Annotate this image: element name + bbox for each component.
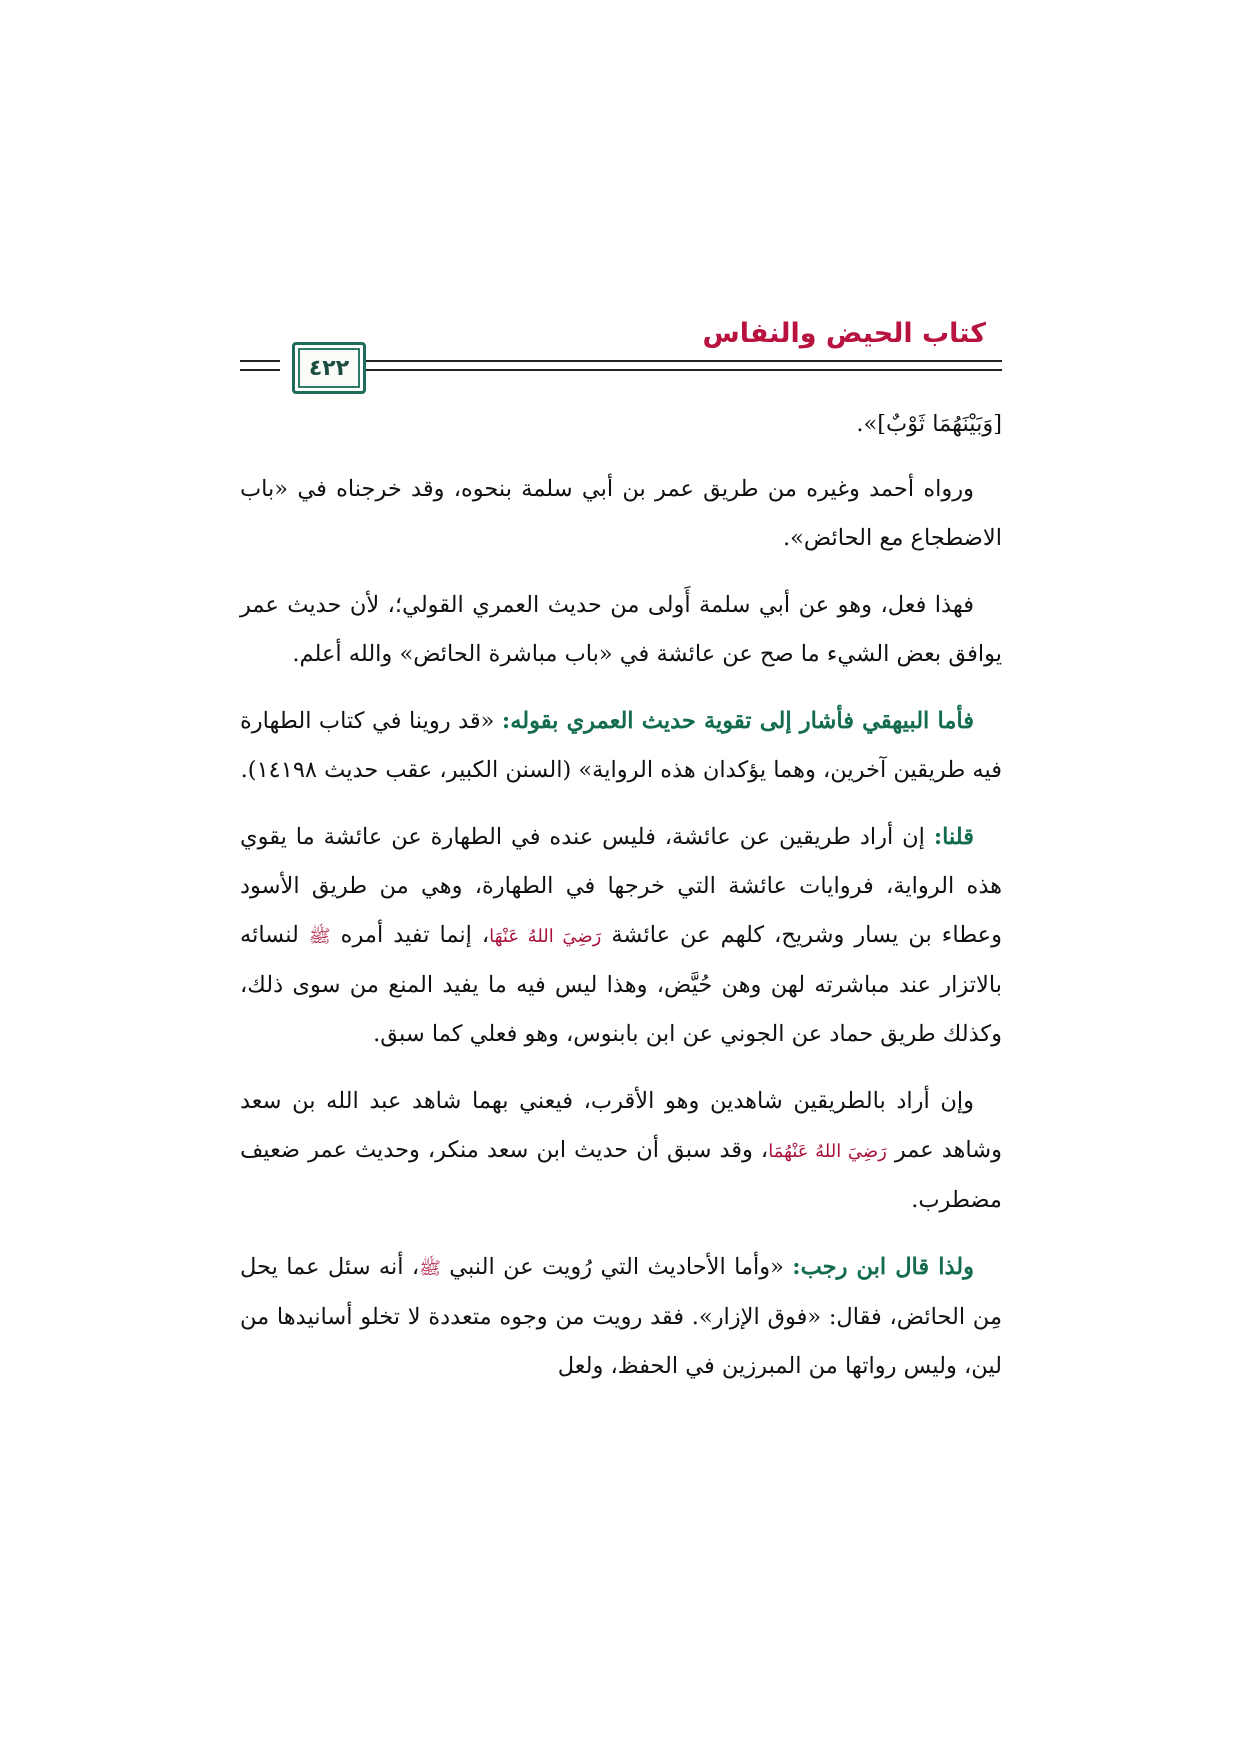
page-body [240,400,1002,1409]
bayhaqi-lead: فأما البيهقي فأشار إلى تقوية حديث العمري بقوله: [501,708,974,734]
header-rule [362,360,1002,362]
header-rule [362,369,1002,371]
qulna-lead: قلنا: [933,824,974,850]
paragraph-5-text-c: لنسائه بالاتزار عند مباشرته لهن وهن حُيَّض، وهذا ليس فيه ما يفيد المنع من سوى ذلك، وكذلك طريق حماد عن الجوني عن ابن بابنوس، وهو فعلي كما سبق. [240,922,1002,1047]
paragraph-2: ورواه أحمد وغيره من طريق عمر بن أبي سلمة بنحوه، وقد خرجناه في «باب الاضطجاع مع الحائض». [240,476,1002,551]
header-rule-left [240,360,280,362]
honorific-salla-allah: ﷺ [419,1258,441,1279]
paragraph-7 [240,1243,1002,1391]
ibn-rajab-lead: ولذا قال ابن رجب: [792,1254,974,1280]
page-number: ٤٢٢ [308,355,350,381]
honorific-radiya-anhuma: رَضِيَ اللهُ عَنْهُمَا [768,1141,887,1162]
page-header [240,318,1002,390]
paragraph-6-text-a: وإن أراد بالطريقين شاهدين وهو الأقرب، فيعني بهما شاهد عبد الله بن سعد وشاهد عمر [240,1088,1002,1163]
page-number-frame [292,342,366,394]
paragraph-7-text-a: «وأما الأحاديث التي رُويت عن النبي [440,1254,793,1280]
honorific-salla-allah: ﷺ [308,926,331,947]
paragraph-4-text: «قد روينا في كتاب الطهارة فيه طريقين آخرين، وهما يؤكدان هذه الرواية» (السنن الكبير، عقب حديث ١٤١٩٨). [240,708,1002,783]
paragraph-6 [240,1077,1002,1225]
paragraph-5-text-a: إن أراد طريقين عن عائشة، فليس عنده في الطهارة عن عائشة ما يقوي هذه الرواية، فروايات عائشة التي خرجها في الطهارة، وهي من طريق الأسود وعطاء بن يسار وشريح، كلهم عن عائشة [240,824,1002,948]
paragraph-3: فهذا فعل، وهو عن أبي سلمة أَولى من حديث العمري القولي؛، لأن حديث عمر يوافق بعض الشيء ما صح عن عائشة في «باب مباشرة الحائض» والله أعلم. [240,592,1002,667]
paragraph-4 [240,697,1002,795]
paragraph-5-text-b: ، إنما تفيد أمره [330,922,490,948]
honorific-radiya-anha: رَضِيَ اللهُ عَنْهَا [489,926,602,947]
header-rule-left [240,369,280,371]
paragraph-6-text-b: ، وقد سبق أن حديث ابن سعد منكر، وحديث عمر ضعيف مضطرب. [240,1137,1002,1213]
book-title: كتاب الحيض والنفاس [702,318,986,349]
paragraph-5 [240,813,1002,1059]
paragraph-1: [وَبَيْنَهُمَا ثَوْبٌ]». [856,411,1002,437]
paragraph-7-text-b: ، أنه سئل عما يحل مِن الحائض، فقال: «فوق الإزار». فقد رويت من وجوه متعددة لا تخلو أسانيدها من لين، وليس رواتها من المبرزين في الحفظ، ولعل [240,1254,1002,1379]
